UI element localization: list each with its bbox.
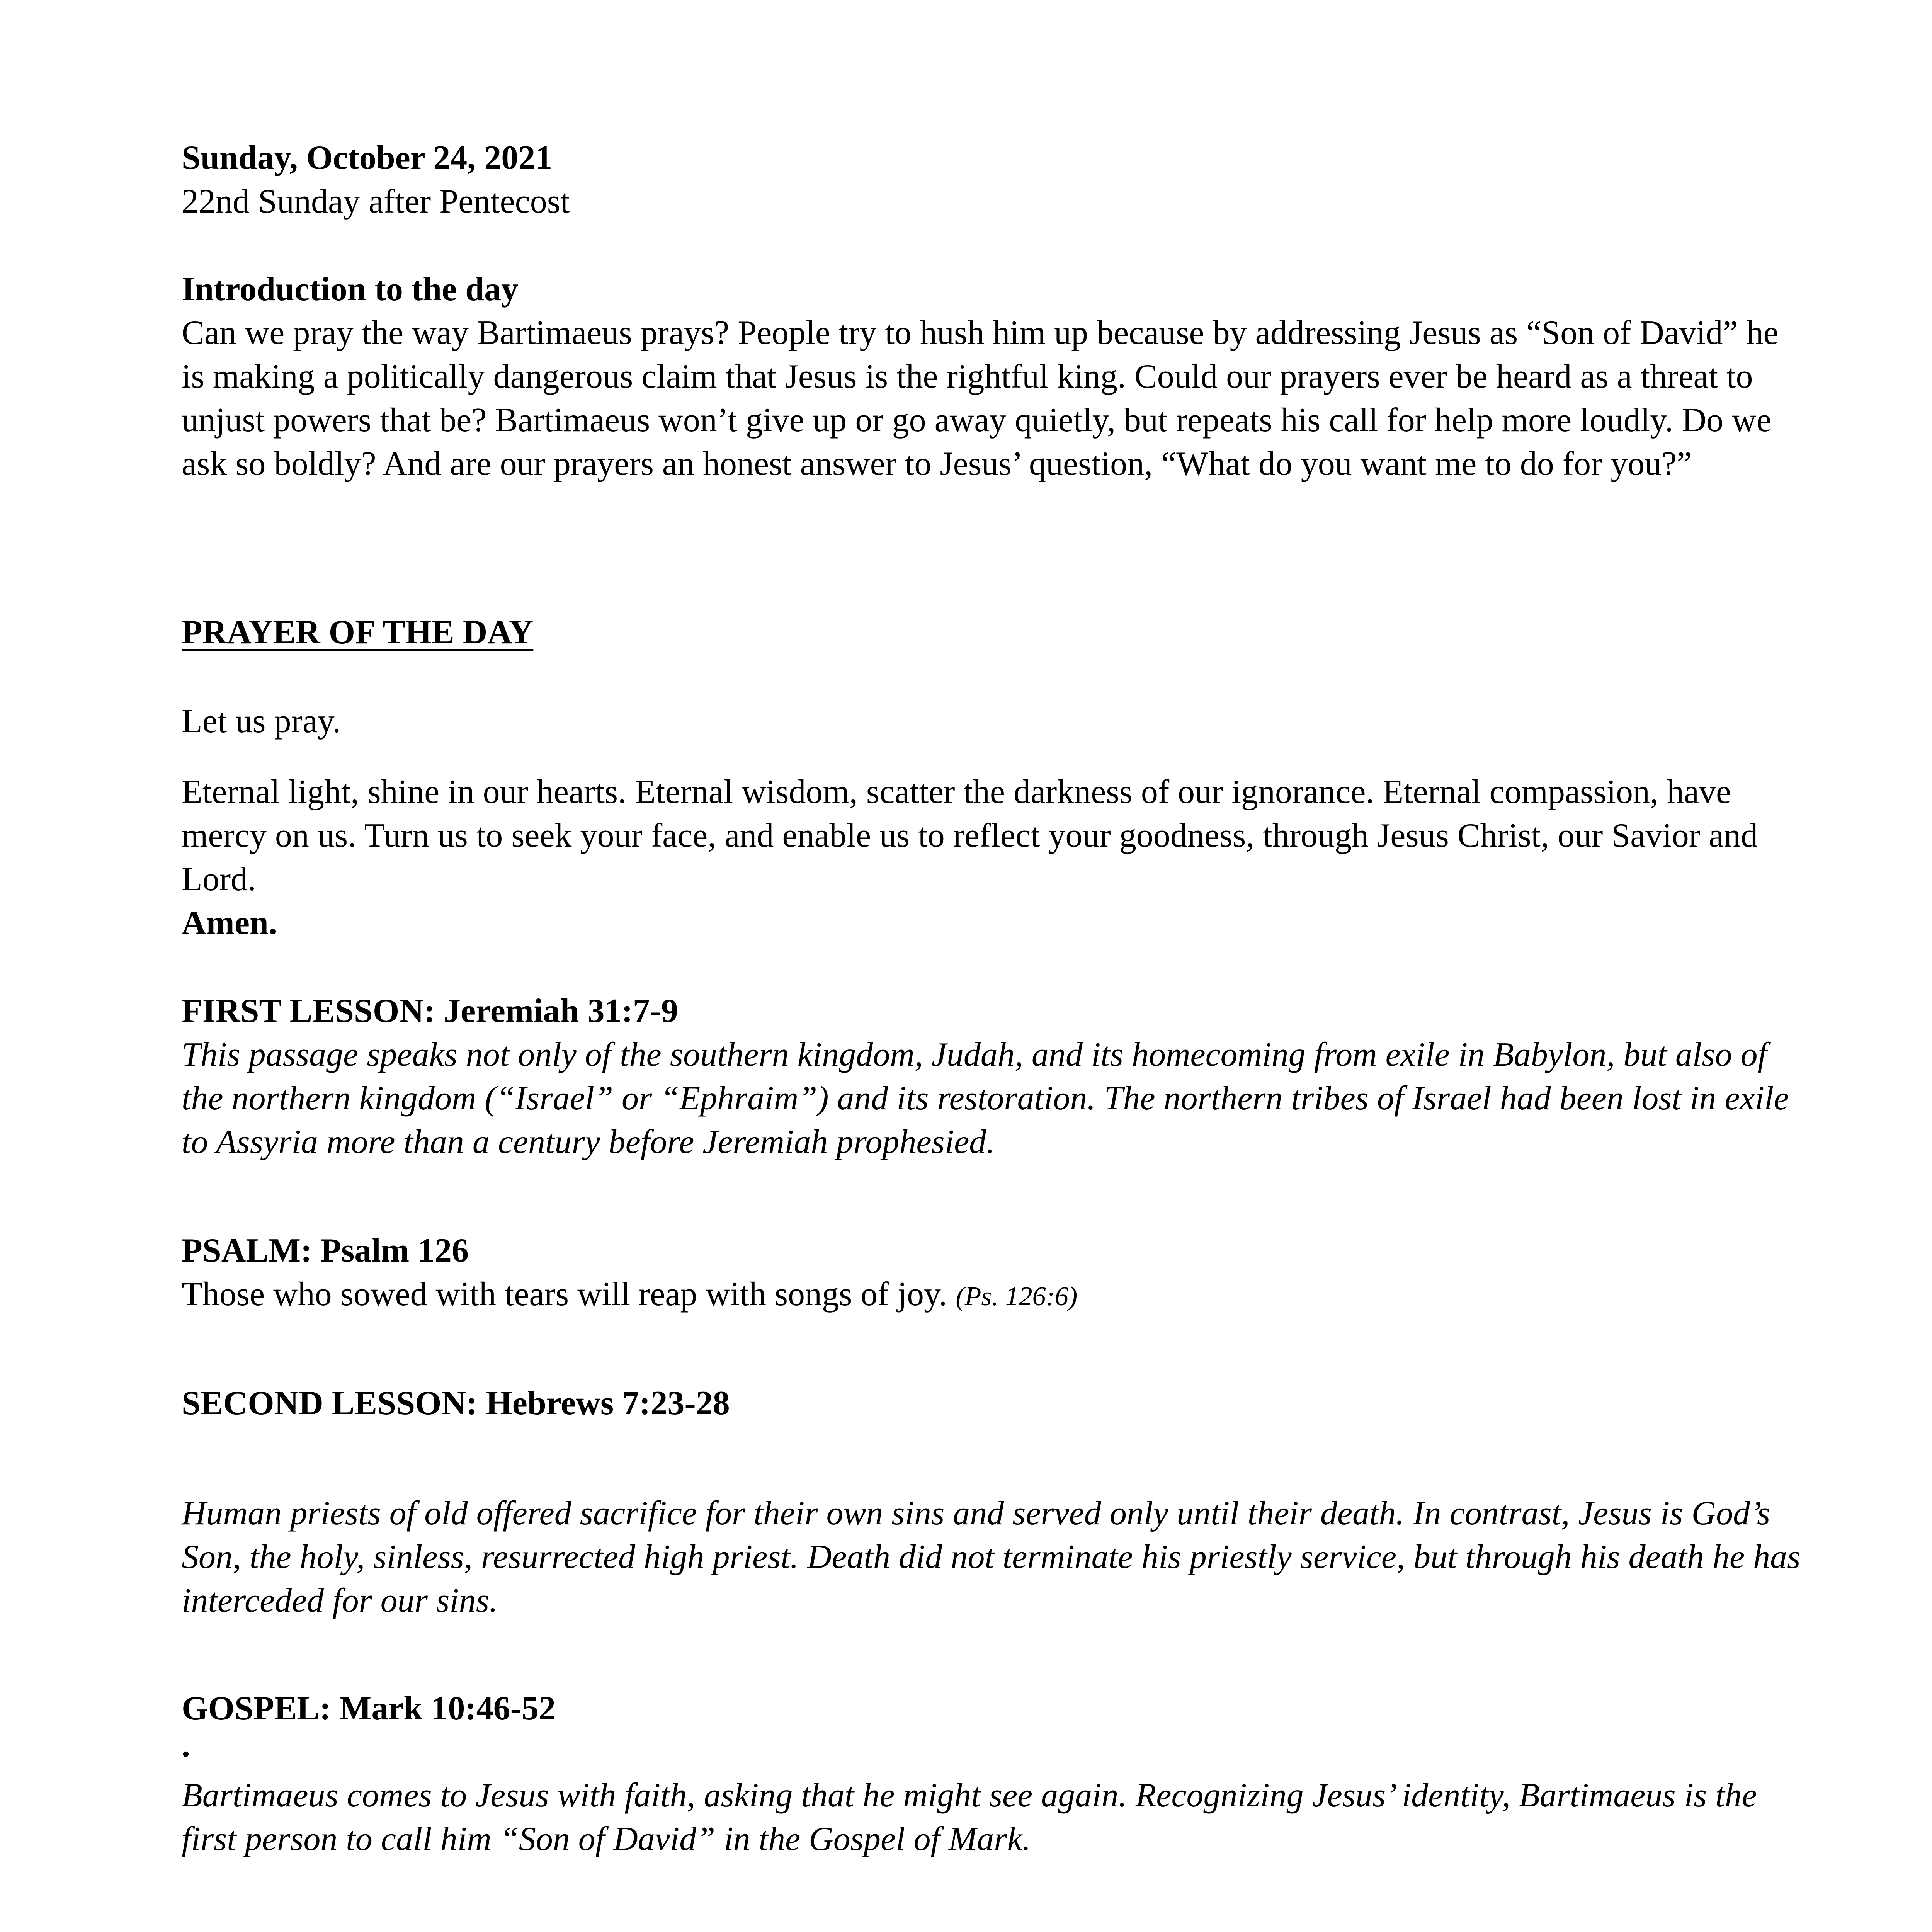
gospel-heading: GOSPEL: Mark 10:46-52	[182, 1690, 556, 1727]
prayer-text: Eternal light, shine in our hearts. Eternal wisdom, scatter the darkness of our ignorance. Eternal compassion, have mercy on us. Turn us to seek your face, and enable us to reflect your goodness, through Jesus Christ, our Savior and Lord.	[182, 773, 1758, 898]
introduction-text: Can we pray the way Bartimaeus prays? People try to hush him up because by addressing Jesus as “Son of David” he is making a politically dangerous claim that Jesus is the rightful king. Could our prayers ever be heard as a threat to unjust powers that be? Bartimaeus won’t give up or go away quietly, but repeats his call for help more loudly. Do we ask so boldly? And are our prayers an honest answer to Jesus’ question, “What do you want me to do for you?”	[182, 314, 1779, 483]
first-lesson-heading: FIRST LESSON: Jeremiah 31:7-9	[182, 992, 679, 1030]
first-lesson-text: This passage speaks not only of the southern kingdom, Judah, and its homecoming from exile in Babylon, but also of the northern kingdom (“Israel” or “Ephraim”) and its restoration. The northern tribes of Israel had been lost in exile to Assyria more than a century before Jeremiah prophesied.	[182, 1036, 1789, 1161]
psalm-citation: (Ps. 126:6)	[956, 1282, 1078, 1311]
prayer-amen: Amen.	[182, 904, 277, 942]
introduction-heading: Introduction to the day	[182, 270, 519, 308]
prayer-invitation: Let us pray.	[182, 702, 341, 740]
psalm-heading: PSALM: Psalm 126	[182, 1232, 469, 1269]
psalm-text: Those who sowed with tears will reap with songs of joy.	[182, 1276, 947, 1313]
psalm-line	[182, 1272, 1804, 1318]
second-lesson-heading: SECOND LESSON: Hebrews 7:23-28	[182, 1384, 730, 1422]
service-date: Sunday, October 24, 2021	[182, 139, 553, 177]
gospel-dot: .	[182, 1727, 190, 1764]
prayer-heading: PRAYER OF THE DAY	[182, 614, 534, 651]
second-lesson-text: Human priests of old offered sacrifice for their own sins and served only until their death. In contrast, Jesus is God’s Son, the holy, sinless, resurrected high priest. Death did not terminate his priestly service, but through his death he has interceded for our sins.	[182, 1495, 1801, 1619]
service-occasion: 22nd Sunday after Pentecost	[182, 183, 570, 220]
gospel-text: Bartimaeus comes to Jesus with faith, asking that he might see again. Recognizing Jesus’ identity, Bartimaeus is the first person to call him “Son of David” in the Gospel of Mark.	[182, 1777, 1757, 1858]
